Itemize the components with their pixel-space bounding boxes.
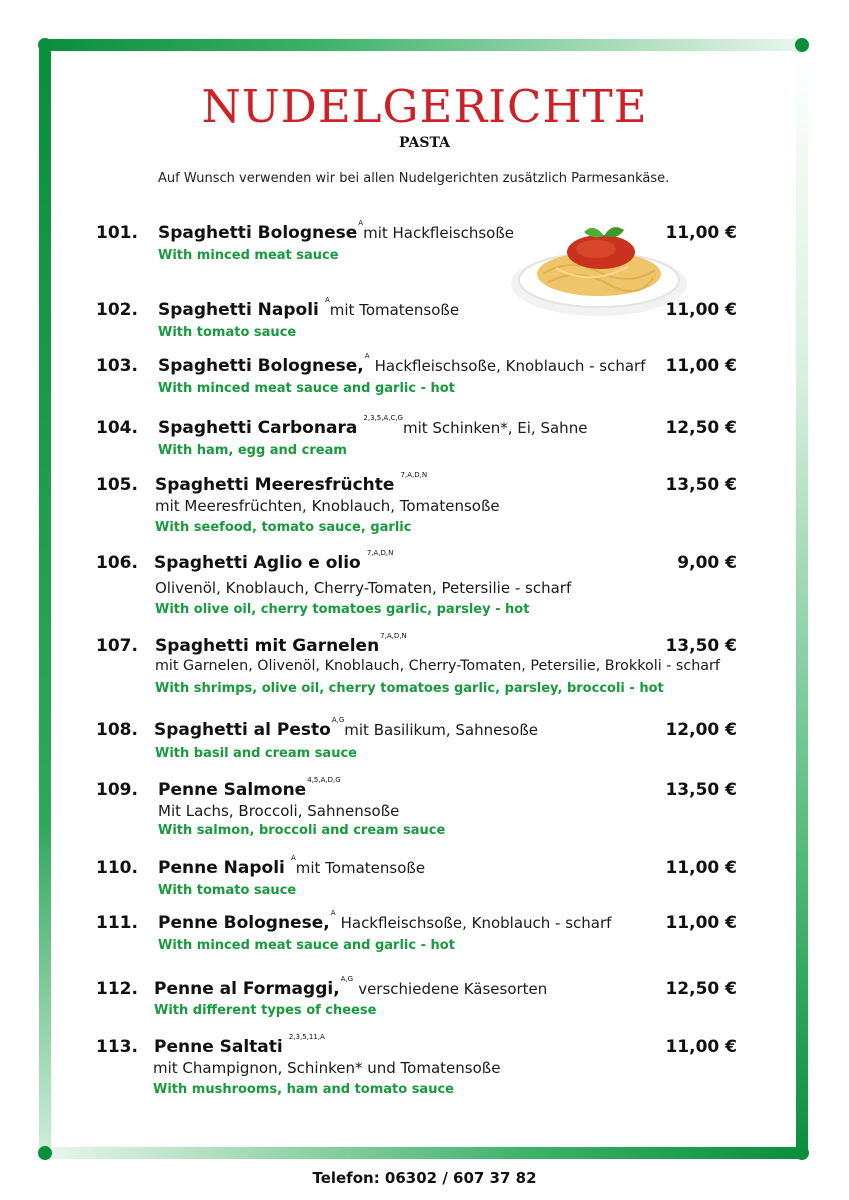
item-name: Spaghetti Meeresfrüchte: [155, 475, 395, 495]
item-name: Spaghetti mit Garnelen: [155, 636, 380, 656]
item-price: 13,50 €: [665, 780, 737, 800]
item-number: 113.: [96, 1037, 138, 1057]
frame-right-bar: [796, 44, 808, 1154]
item-price: 12,50 €: [665, 979, 737, 999]
allergen-codes: 7,A,D,N: [380, 632, 407, 640]
item-price: 13,50 €: [665, 475, 737, 495]
item-english: With salmon, broccoli and cream sauce: [158, 823, 446, 838]
item-english: With minced meat sauce and garlic - hot: [158, 938, 455, 953]
item-description: mit Schinken*, Ei, Sahne: [402, 419, 588, 437]
item-title-line: [158, 909, 612, 933]
allergen-codes: 7,A,D,N: [400, 471, 428, 479]
item-description: mit Tomatensoße: [295, 859, 426, 877]
item-title-line: [154, 716, 539, 740]
allergen-codes: A: [290, 854, 296, 862]
item-title-line: [154, 975, 548, 999]
item-title-line: [158, 296, 460, 320]
item-number: 108.: [96, 720, 138, 740]
item-english: With shrimps, olive oil, cherry tomatoes garlic, parsley, broccoli - hot: [155, 681, 664, 696]
item-description: mit Champignon, Schinken* und Tomatensoße: [153, 1059, 501, 1077]
allergen-codes: A: [324, 296, 330, 304]
item-number: 103.: [96, 356, 138, 376]
item-description: Mit Lachs, Broccoli, Sahnensoße: [158, 802, 400, 820]
item-number: 112.: [96, 979, 138, 999]
item-english: With mushrooms, ham and tomato sauce: [153, 1082, 454, 1097]
page-subtitle: PASTA: [399, 135, 450, 151]
item-name: Penne al Formaggi,: [154, 979, 340, 999]
allergen-codes: 2,3,5,11,A: [288, 1033, 325, 1041]
item-number: 101.: [96, 223, 138, 243]
item-title-line: [158, 219, 514, 243]
item-english: With basil and cream sauce: [155, 746, 357, 761]
item-description: mit Garnelen, Olivenöl, Knoblauch, Cherry-Tomaten, Petersilie, Brokkoli - scharf: [155, 658, 720, 674]
item-english: With tomato sauce: [158, 883, 297, 898]
item-name: Penne Bolognese,: [158, 913, 330, 933]
item-description: Hackfleischsoße, Knoblauch - scharf: [340, 914, 612, 932]
item-title-line: [155, 471, 428, 495]
allergen-codes: 4,5,A,D,G: [307, 776, 341, 784]
spaghetti-plate-image: [508, 212, 690, 322]
frame-corner-dot: [38, 1146, 52, 1160]
item-price: 11,00 €: [665, 1037, 737, 1057]
allergen-codes: A: [358, 219, 364, 227]
allergen-codes: 2,3,5,A,C,G: [363, 414, 403, 422]
parmesan-note: Auf Wunsch verwenden wir bei allen Nudelgerichten zusätzlich Parmesankäse.: [158, 171, 670, 186]
item-number: 110.: [96, 858, 138, 878]
item-number: 106.: [96, 553, 138, 573]
allergen-codes: A,G: [331, 716, 345, 724]
item-english: With ham, egg and cream: [158, 443, 347, 458]
item-price: 12,00 €: [665, 720, 737, 740]
item-price: 11,00 €: [665, 223, 737, 243]
item-name: Penne Napoli: [158, 858, 285, 878]
item-description: mit Meeresfrüchten, Knoblauch, Tomatensoße: [155, 497, 500, 515]
item-price: 11,00 €: [665, 300, 737, 320]
item-price: 11,00 €: [665, 356, 737, 376]
item-number: 109.: [96, 780, 138, 800]
item-name: Spaghetti Carbonara: [158, 418, 358, 438]
item-title-line: [158, 776, 341, 800]
item-number: 111.: [96, 913, 138, 933]
page-title: NUDELGERICHTE: [201, 80, 648, 133]
item-name: Spaghetti Napoli: [158, 300, 319, 320]
item-name: Spaghetti Bolognese,: [158, 356, 364, 376]
item-name: Spaghetti Aglio e olio: [154, 553, 361, 573]
item-price: 9,00 €: [677, 553, 737, 573]
item-title-line: [155, 632, 407, 656]
frame-top-bar: [44, 39, 804, 51]
allergen-codes: A: [364, 352, 370, 360]
item-price: 11,00 €: [665, 913, 737, 933]
frame-bottom-bar: [44, 1147, 804, 1159]
item-title-line: [158, 352, 646, 376]
item-price: 13,50 €: [665, 636, 737, 656]
item-english: With different types of cheese: [154, 1003, 377, 1018]
item-title-line: [154, 1033, 325, 1057]
frame-corner-dot: [795, 38, 809, 52]
item-english: With tomato sauce: [158, 325, 297, 340]
item-english: With seefood, tomato sauce, garlic: [155, 520, 412, 535]
item-price: 11,00 €: [665, 858, 737, 878]
item-title-line: [158, 854, 426, 878]
item-english: With minced meat sauce and garlic - hot: [158, 381, 455, 396]
frame-left-bar: [39, 44, 51, 1154]
allergen-codes: A,G: [340, 975, 354, 983]
item-number: 107.: [96, 636, 138, 656]
item-name: Spaghetti al Pesto: [154, 720, 331, 740]
item-english: With olive oil, cherry tomatoes garlic, parsley - hot: [155, 602, 530, 617]
item-number: 102.: [96, 300, 138, 320]
item-description: mit Tomatensoße: [329, 301, 460, 319]
item-price: 12,50 €: [665, 418, 737, 438]
item-name: Penne Salmone: [158, 780, 307, 800]
phone-number: Telefon: 06302 / 607 37 82: [312, 1169, 537, 1187]
allergen-codes: 7,A,D,N: [366, 549, 394, 557]
item-english: With minced meat sauce: [158, 248, 339, 263]
item-title-line: [154, 549, 394, 573]
item-description: mit Basilikum, Sahnesoße: [344, 721, 539, 739]
item-number: 104.: [96, 418, 138, 438]
item-description: mit Hackfleischsoße: [363, 224, 514, 242]
item-description: Hackfleischsoße, Knoblauch - scharf: [374, 357, 646, 375]
item-title-line: [158, 414, 588, 438]
allergen-codes: A: [330, 909, 336, 917]
item-description: Olivenöl, Knoblauch, Cherry-Tomaten, Petersilie - scharf: [155, 579, 572, 597]
item-name: Penne Saltati: [154, 1037, 283, 1057]
frame-corner-dot: [795, 1146, 809, 1160]
item-name: Spaghetti Bolognese: [158, 223, 358, 243]
frame-corner-dot: [38, 38, 52, 52]
item-description: verschiedene Käsesorten: [358, 980, 548, 998]
item-number: 105.: [96, 475, 138, 495]
